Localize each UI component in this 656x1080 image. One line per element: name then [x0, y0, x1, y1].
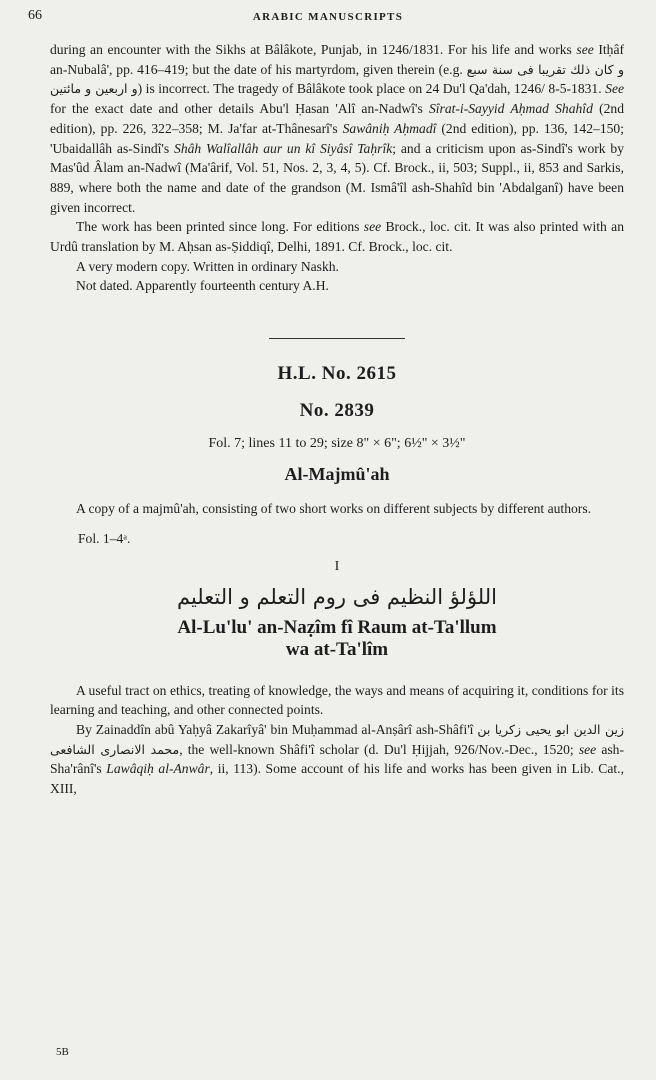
italic-see: See: [605, 81, 625, 97]
text-run: , ii, 113). Some account of his life and works has been given in Lib. Cat., XIII,: [50, 761, 624, 797]
text-run: (2nd edition), pp. 226, 322–358; M. Ja'far at-Thânesarî's: [50, 101, 625, 136]
text-run: ; and a criticism upon as-Sindî's work by Mas'ûd Âlam an-Nadwî (Ma'ârif, Vol. 51, Nos. 2, 3, 4, 5). Cf. Brock., ii, 503; Suppl., ii, 853 and Sarkis, 889, where both the name and date of the grandson (M. Ismâ'îl ash-Shahîd bin 'Abdalganî) have been given incorrect.: [50, 140, 625, 215]
entry-description: A copy of a majmû'ah, consisting of two short works on different subjects by different authors.: [76, 501, 592, 517]
manuscript-title: Al-Majmû'ah: [284, 464, 390, 485]
arabic-quote: و كان ذلك تقريبا فى سنة سبع و اربعين و مائتين: [50, 61, 624, 97]
section-divider: [269, 338, 405, 339]
folio-info: Fol. 7; lines 11 to 29; size 8" × 6"; 6½" × 3½": [208, 436, 466, 452]
book-title: Shâh Walîallâh aur un kî Siyâsî Taḥrîk: [174, 140, 393, 156]
text-run: ash-Sha'rânî's: [50, 741, 625, 777]
page-number: 66: [28, 8, 42, 23]
text-run: , the well-known Shâfi'î scholar (d. Du'l Ḥijjah, 926/Nov.-Dec., 1520;: [179, 741, 579, 757]
text-run: Brock., loc. cit. It was also printed with an Urdû translation by M. Aḥsan as-Ṣiddiqî, Delhi, 1891. Cf. Brock., loc. cit.: [50, 219, 624, 255]
text-run: The work has been printed since long. For editions: [76, 219, 364, 235]
text-run: By Zainaddîn abû Yaḥyâ Zakarîyâ' bin Muḥammad al-Anṣârî ash-Shâfi'î: [76, 721, 478, 737]
italic-see: see: [578, 741, 597, 757]
book-title: Lawâqiḥ al-Anwâr: [106, 761, 210, 777]
carryover-paragraph: [50, 40, 624, 217]
date-note: Not dated. Apparently fourteenth century A.H.: [76, 278, 329, 294]
arabic-author-name: زين الدين ابو يحيى زكريا بن محمد الانصارى الشافعى: [50, 721, 624, 757]
folio-range: Fol. 1–4ᵃ.: [78, 530, 131, 546]
arabic-work-title: اللؤلؤ النظيم فى روم التعلم و التعليم: [176, 584, 497, 609]
book-title: Sawâniḥ Aḥmadî: [342, 120, 437, 136]
page-header: [0, 8, 656, 30]
work-title: [50, 617, 624, 661]
printed-editions-paragraph: [50, 217, 624, 256]
page-body: [50, 40, 624, 799]
work-description: A useful tract on ethics, treating of knowledge, the ways and means of acquiring it, conditions for its learning and teaching, and other connected points.: [50, 682, 624, 718]
italic-see: see: [363, 219, 382, 235]
text-run: during an encounter with the Sikhs at Bâlâkote, Punjab, in 1246/1831. For his life and works: [50, 42, 577, 57]
text-run: (2nd edition), pp. 136, 142–150; 'Ubaidallâh as-Sindî's: [50, 120, 624, 156]
work-title-line-1: Al-Lu'lu' an-Naẓîm fî Raum at-Ta'llum: [177, 616, 497, 638]
text-run: ) is incorrect. The tragedy of Bâlâkote took place on 24 Du'l Qa'dah, 1246/ 8-5-1831.: [137, 81, 606, 97]
section-numeral: I: [334, 558, 340, 574]
text-run: Itḥâf an-Nubalâ', pp. 416–419; but the date of his martyrdom, given therein (e.g.: [50, 42, 625, 77]
manuscript-number: No. 2839: [299, 400, 375, 422]
hl-number: H.L. No. 2615: [277, 363, 397, 385]
running-title: ARABIC MANUSCRIPTS: [252, 11, 404, 23]
author-paragraph: [50, 720, 624, 799]
text-run: for the exact date and other details Abu'l Ḥasan 'Alî an-Nadwî's: [50, 101, 429, 117]
book-title: Sîrat-i-Sayyid Aḥmad Shahîd: [428, 101, 593, 117]
work-title-line-2: wa at-Ta'lîm: [285, 638, 389, 660]
italic-see: see: [576, 42, 594, 57]
copy-note: A very modern copy. Written in ordinary Naskh.: [76, 258, 339, 274]
signature-mark: 5B: [56, 1046, 69, 1058]
